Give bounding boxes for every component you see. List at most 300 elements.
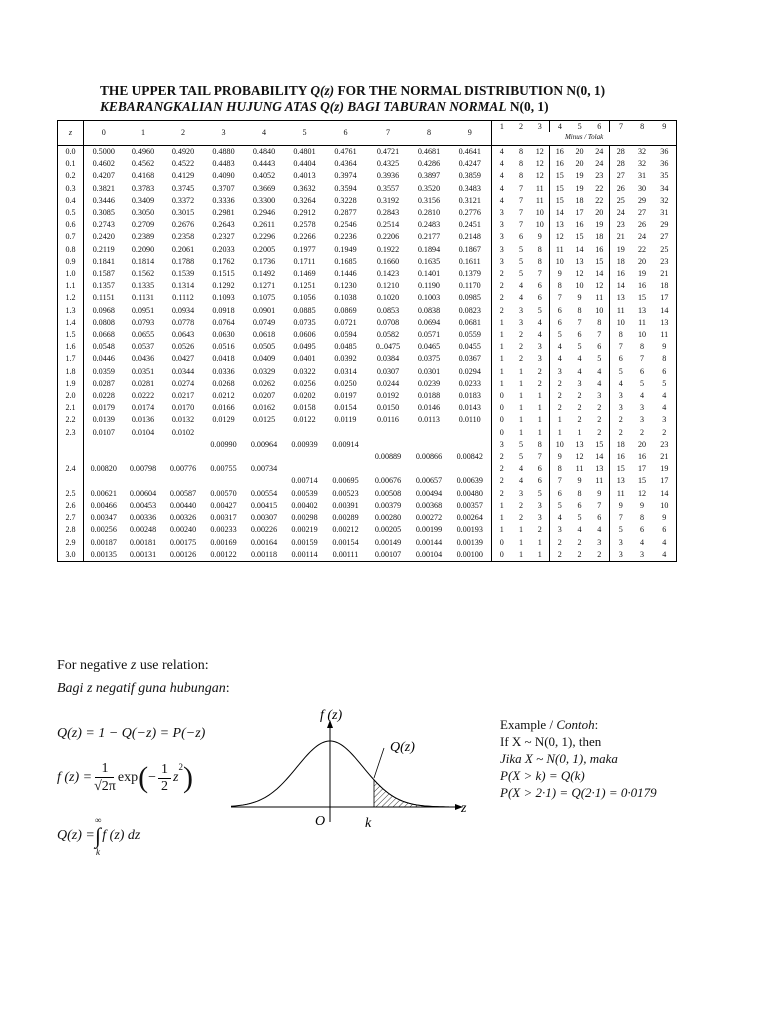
probability-cell: 0.0778: [171, 317, 195, 327]
probability-cell: 0.00939: [291, 439, 318, 449]
probability-cell: 0.0146: [417, 403, 441, 413]
difference-cell: 15: [590, 256, 610, 268]
probability-cell: [285, 451, 325, 463]
difference-cell: 9: [557, 269, 562, 279]
probability-cell: 0.00480: [449, 488, 492, 500]
difference-cell: 32: [660, 195, 669, 205]
difference-cell: 6: [577, 330, 582, 340]
table-row: [58, 378, 677, 390]
table-row: [58, 183, 677, 195]
difference-cell: 2: [518, 342, 524, 352]
probability-cell: [367, 439, 410, 451]
difference-cell: 5: [618, 366, 623, 376]
probability-cell: 0.00219: [291, 525, 318, 535]
digit-header: 1: [124, 121, 163, 146]
difference-cell: 3: [499, 244, 504, 254]
probability-cell: 0.0869: [334, 305, 357, 315]
difference-cell: 15: [555, 183, 564, 193]
difference-cell: 11: [616, 488, 625, 498]
probability-cell: 0.2033: [212, 244, 235, 254]
difference-cell: 7: [518, 220, 524, 230]
difference-cell: 1: [518, 549, 524, 559]
probability-cell: 0.3336: [212, 195, 235, 205]
probability-cell: 0.0823: [449, 305, 492, 317]
probability-cell: 0.4721: [376, 147, 400, 156]
probability-cell: 0.1230: [334, 281, 357, 291]
difference-cell: 24: [637, 232, 647, 242]
probability-cell: 0.00175: [169, 537, 197, 547]
probability-cell: 0.1736: [252, 256, 276, 266]
probability-cell: 0.1056: [293, 293, 316, 303]
probability-cell: 0.1335: [131, 281, 155, 291]
difference-cell: 5: [531, 488, 550, 500]
difference-cell: 1: [557, 427, 562, 437]
difference-cell: 24: [590, 158, 610, 170]
probability-cell: 0.4681: [417, 147, 441, 156]
difference-cell: 2: [518, 354, 524, 364]
probability-cell: 0.00139: [449, 537, 492, 549]
difference-cell: 16: [637, 281, 647, 291]
difference-cell: 6: [577, 500, 582, 510]
difference-cell: 19: [575, 183, 584, 193]
difference-cell: 16: [555, 147, 564, 156]
integral-sign: ∞ ∫ k: [94, 814, 102, 857]
difference-cell: 4: [618, 378, 623, 388]
difference-cell: 4: [639, 391, 645, 401]
difference-cell: 1: [499, 317, 504, 327]
difference-cell: 3: [662, 415, 667, 425]
difference-cell: 4: [518, 293, 524, 303]
z-value-cell: 0.9: [58, 256, 84, 268]
difference-cell: 18: [616, 256, 625, 266]
difference-cell: 7: [518, 183, 524, 193]
difference-cell: 35: [660, 171, 669, 181]
difference-cell: 12: [555, 232, 564, 242]
probability-cell: 0.0110: [449, 414, 492, 426]
probability-cell: [84, 475, 124, 487]
probability-cell: 0.00415: [250, 500, 278, 510]
probability-cell: 0.0594: [334, 330, 357, 340]
probability-cell: 0.0136: [131, 415, 155, 425]
difference-cell: 27: [660, 232, 669, 242]
probability-cell: 0.1539: [171, 269, 195, 279]
difference-cell: 7: [590, 500, 610, 512]
table-row: [58, 280, 677, 292]
difference-cell: 8: [531, 256, 550, 268]
z-value-cell: 2.0: [58, 390, 84, 402]
probability-cell: 0.0122: [293, 415, 316, 425]
difference-cell: 1: [518, 415, 524, 425]
difference-cell: 2: [499, 452, 504, 462]
probability-cell: 0.0901: [252, 305, 276, 315]
difference-cell: 1: [531, 427, 550, 439]
probability-cell: 0.0154: [334, 403, 357, 413]
difference-cell: 2: [518, 513, 524, 523]
probability-cell: 0.0485: [334, 342, 357, 352]
z-value-cell: 2.3: [58, 427, 84, 439]
probability-cell: 0.00357: [449, 500, 492, 512]
difference-cell: 3: [499, 208, 504, 218]
difference-cell: 26: [637, 220, 647, 230]
probability-cell: 0.2676: [171, 220, 195, 230]
difference-cell: 19: [575, 171, 584, 181]
z-value-cell: 1.4: [58, 317, 84, 329]
example-line-4: P(X > 2·1) = Q(2·1) = 0·0179: [500, 785, 657, 800]
probability-cell: 0.00820: [90, 464, 117, 474]
difference-cell: 12: [590, 280, 610, 292]
probability-cell: 0.1762: [212, 256, 235, 266]
difference-cell: 23: [660, 439, 669, 449]
probability-cell: 0.0256: [293, 378, 316, 388]
probability-cell: 0.0446: [92, 354, 115, 364]
difference-cell: 2: [577, 391, 582, 401]
probability-cell: 0.1401: [417, 269, 441, 279]
difference-cell: 8: [531, 439, 550, 451]
difference-cell: 13: [616, 476, 625, 486]
difference-cell: 1: [499, 500, 504, 510]
probability-cell: [244, 427, 285, 439]
probability-cell: 0.2743: [92, 220, 115, 230]
probability-cell: [367, 463, 410, 475]
probability-cell: 0.00964: [250, 439, 278, 449]
difference-cell: 2: [618, 415, 623, 425]
digit-header: 6: [325, 121, 367, 146]
probability-cell: 0.0143: [449, 402, 492, 414]
probability-cell: 0.3050: [131, 208, 155, 218]
probability-cell: 0.1190: [418, 281, 440, 291]
difference-cell: 11: [555, 244, 564, 254]
difference-cell: 5: [518, 452, 524, 462]
probability-cell: 0.1210: [376, 281, 400, 291]
shaded-tail-area: [374, 780, 450, 807]
probability-cell: 0.1271: [252, 281, 276, 291]
difference-cell: 13: [637, 305, 647, 315]
probability-cell: 0.1075: [252, 293, 276, 303]
probability-cell: 0.0764: [212, 317, 235, 327]
digit-header: 0: [84, 121, 124, 146]
probability-cell: 0.2296: [252, 232, 276, 242]
half-fraction: $\frac{1}{2}$: [158, 762, 171, 795]
probability-cell: 0.00336: [129, 513, 157, 523]
difference-cell: 2: [590, 549, 610, 562]
probability-cell: 0.0359: [92, 366, 115, 376]
table-row: [58, 329, 677, 341]
probability-cell: 0.2327: [212, 232, 235, 242]
difference-cell: 1: [577, 427, 582, 437]
difference-cell: 7: [531, 451, 550, 463]
difference-cell: 4: [590, 366, 610, 378]
z-value-cell: 0.2: [58, 170, 84, 182]
title-english-var: Q(z): [310, 83, 335, 98]
probability-cell: 0.3783: [131, 183, 155, 193]
probability-cell: 0.1038: [334, 293, 357, 303]
probability-cell: 0.0351: [131, 366, 155, 376]
difference-cell: 19: [616, 244, 625, 254]
table-title: [100, 83, 700, 115]
difference-cell: 3: [618, 549, 623, 559]
difference-cell: 1: [499, 525, 504, 535]
difference-cell: 3: [590, 390, 610, 402]
difference-cell: 2: [499, 476, 504, 486]
probability-cell: 0.1131: [132, 293, 154, 303]
probability-cell: 0.00193: [449, 524, 492, 536]
difference-cell: 18: [660, 281, 669, 291]
difference-cell: 13: [575, 256, 584, 266]
probability-cell: 0.0262: [252, 378, 276, 388]
q-pointer-line: [374, 748, 384, 778]
probability-cell: 0.00621: [90, 488, 117, 498]
difference-cell: 4: [577, 525, 582, 535]
difference-cell: 1: [499, 330, 504, 340]
probability-cell: 0.0228: [92, 391, 115, 401]
probability-cell: 0.0102: [171, 427, 195, 437]
difference-cell: 4: [518, 281, 524, 291]
probability-cell: 0.0183: [449, 390, 492, 402]
difference-cell: 17: [575, 208, 584, 218]
table-row: [58, 158, 677, 170]
integral-formula: Q(z) = ∞ ∫ k f (z) dz: [57, 814, 141, 857]
probability-cell: 0.00570: [210, 488, 237, 498]
z-value-cell: [58, 475, 84, 487]
difference-cell: 2: [518, 500, 524, 510]
probability-cell: 0.2206: [376, 232, 400, 242]
difference-cell: 3: [557, 525, 562, 535]
difference-cell: 2: [531, 366, 550, 378]
table-row: [58, 341, 677, 353]
probability-cell: 0.0455: [449, 341, 492, 353]
z-value-cell: 1.6: [58, 341, 84, 353]
probability-cell: 0.0516: [212, 342, 235, 352]
difference-cell: 22: [590, 195, 610, 207]
difference-cell: 3: [499, 439, 504, 449]
difference-cell: 6: [531, 475, 550, 487]
difference-cell: 5: [557, 500, 562, 510]
difference-cell: 7: [639, 354, 645, 364]
difference-cell: 8: [518, 159, 524, 169]
probability-cell: 0.00587: [169, 488, 197, 498]
difference-cell: 2: [577, 415, 582, 425]
z-value-cell: 0.3: [58, 183, 84, 195]
probability-cell: 0.1711: [293, 256, 316, 266]
probability-cell: [410, 463, 449, 475]
probability-cell: 0.3192: [376, 195, 400, 205]
difference-cell: 21: [660, 452, 669, 462]
probability-cell: 0.00298: [291, 513, 318, 523]
difference-cell: 12: [575, 269, 584, 279]
digit-header: 9: [449, 121, 492, 146]
probability-cell: 0.1660: [376, 256, 400, 266]
probability-cell: 0.0166: [212, 403, 235, 413]
difference-cell: 4: [499, 171, 504, 181]
difference-cell: 21: [660, 269, 669, 279]
difference-cell: 16: [555, 159, 564, 169]
difference-cell: 15: [616, 464, 625, 474]
probability-cell: 0.0668: [92, 330, 115, 340]
difference-cell: 2: [577, 537, 582, 547]
difference-cell: 30: [637, 183, 647, 193]
difference-cell: 0: [499, 403, 504, 413]
probability-cell: 0.3594: [334, 183, 357, 193]
qz-label: Q(z): [390, 740, 415, 755]
probability-cell: 0.00539: [291, 488, 318, 498]
probability-cell: 0.0125: [252, 415, 276, 425]
difference-cell: 24: [590, 146, 610, 159]
probability-cell: 0.0571: [417, 330, 441, 340]
table-row: [58, 488, 677, 500]
probability-cell: 0.00755: [210, 464, 237, 474]
difference-cell: 20: [575, 147, 584, 156]
probability-cell: 0.2266: [293, 232, 316, 242]
probability-cell: 0.1170: [449, 280, 492, 292]
probability-cell: 0.00657: [415, 476, 443, 486]
difference-cell: 23: [660, 256, 669, 266]
minus-label: Minus / Tolak: [564, 133, 604, 141]
probability-cell: 0.0113: [418, 415, 440, 425]
difference-cell: 4: [499, 183, 504, 193]
probability-cell: 0.4129: [171, 171, 195, 181]
probability-cell: 0.00233: [210, 525, 237, 535]
probability-cell: 0.00240: [169, 525, 197, 535]
probability-cell: 0.0367: [449, 353, 492, 365]
probability-cell: 0.0197: [334, 391, 357, 401]
difference-cell: 2: [590, 427, 610, 439]
difference-cell: 3: [618, 391, 623, 401]
z-value-cell: 1.9: [58, 378, 84, 390]
probability-cell: 0.1357: [92, 281, 115, 291]
probability-cell: 0.0427: [171, 354, 195, 364]
probability-cell: 0.3483: [449, 183, 492, 195]
difference-cell: 7: [557, 293, 562, 303]
probability-cell: 0.00226: [250, 525, 278, 535]
probability-cell: 0.1635: [417, 256, 441, 266]
probability-table: [57, 120, 677, 562]
difference-cell: 1: [518, 525, 524, 535]
probability-cell: 0.4880: [212, 147, 235, 156]
z-value-cell: 1.2: [58, 292, 84, 304]
probability-cell: 0.0344: [171, 366, 195, 376]
difference-cell: 8: [639, 513, 645, 523]
difference-cell: 2: [518, 330, 524, 340]
probability-cell: 0.2061: [171, 244, 195, 254]
probability-cell: 0.00248: [129, 525, 157, 535]
probability-cell: 0.0618: [252, 330, 276, 340]
difference-cell: 5: [518, 256, 524, 266]
difference-cell: 24: [616, 208, 625, 218]
difference-cell: 8: [577, 488, 582, 498]
difference-cell: 3: [518, 488, 524, 498]
probability-cell: 0.0968: [92, 305, 115, 315]
probability-cell: 0.4602: [92, 159, 115, 169]
probability-cell: 0.00144: [415, 537, 443, 547]
z-value-cell: 3.0: [58, 549, 84, 562]
difference-cell: 19: [637, 269, 647, 279]
difference-cell: 8: [618, 330, 623, 340]
probability-cell: 0.00508: [374, 488, 402, 498]
pdf-fraction: $\frac{1}{√2\pi}$: [94, 760, 116, 794]
probability-cell: 0.2389: [131, 232, 155, 242]
z-value-cell: 1.8: [58, 366, 84, 378]
difference-cell: 9: [639, 500, 645, 510]
difference-cell: 8: [518, 171, 524, 181]
probability-cell: 0.0188: [417, 391, 441, 401]
difference-cell: 4: [557, 513, 562, 523]
table-row: [58, 170, 677, 182]
probability-cell: [163, 475, 204, 487]
difference-cell: 3: [518, 317, 524, 327]
z-axis-label: z: [461, 801, 467, 816]
z-value-cell: 1.7: [58, 353, 84, 365]
digit-header: 4: [244, 121, 285, 146]
probability-cell: 0.00205: [374, 525, 402, 535]
probability-cell: 0.0630: [212, 330, 235, 340]
probability-cell: [124, 451, 163, 463]
probability-cell: 0.0116: [377, 415, 399, 425]
difference-cell: 8: [639, 342, 645, 352]
difference-cell: 7: [618, 513, 623, 523]
difference-cell: 13: [660, 317, 669, 327]
probability-cell: 0.2981: [212, 208, 235, 218]
probability-cell: [84, 451, 124, 463]
difference-cell: 1: [531, 549, 550, 562]
table-row: [58, 305, 677, 317]
difference-cell: 14: [616, 281, 625, 291]
difference-cell: 16: [590, 244, 610, 256]
probability-cell: 0.00114: [291, 549, 318, 559]
normal-curve-diagram: [228, 700, 478, 830]
probability-cell: 0.3446: [92, 195, 115, 205]
z-value-cell: 0.6: [58, 219, 84, 231]
difference-digits: 1 2 3 4 5 6 7 8 9: [499, 122, 667, 131]
probability-cell: 0.2420: [92, 232, 115, 242]
probability-cell: 0.00111: [332, 549, 359, 559]
probability-cell: 0.1020: [376, 293, 400, 303]
probability-cell: 0.00866: [415, 452, 443, 462]
difference-cell: 10: [555, 439, 564, 449]
probability-cell: 0.3121: [449, 195, 492, 207]
difference-cell: 13: [575, 439, 584, 449]
probability-cell: 0.0582: [376, 330, 400, 340]
probability-cell: 0.3015: [171, 208, 195, 218]
difference-cell: 6: [557, 317, 562, 327]
probability-cell: 0.2005: [252, 244, 276, 254]
probability-cell: 0.00159: [291, 537, 318, 547]
probability-cell: 0.0526: [171, 342, 195, 352]
difference-cell: 11: [638, 317, 646, 327]
difference-cell: 36: [660, 159, 669, 169]
probability-cell: 0.3821: [92, 183, 115, 193]
probability-cell: 0.00169: [210, 537, 237, 547]
difference-cell: 9: [531, 231, 550, 243]
difference-cell: 34: [660, 183, 669, 193]
probability-cell: [367, 427, 410, 439]
probability-cell: 0.1151: [92, 293, 115, 303]
difference-cell: 11: [660, 330, 669, 340]
difference-cell: 2: [531, 524, 550, 536]
z-value-cell: 1.5: [58, 329, 84, 341]
difference-cell: 1: [499, 366, 504, 376]
probability-cell: 0.0853: [376, 305, 400, 315]
difference-cell: 18: [575, 195, 584, 205]
difference-cell: 27: [637, 208, 647, 218]
difference-cell: 6: [662, 525, 667, 535]
difference-cell: 13: [590, 463, 610, 475]
difference-cell: 3: [639, 415, 645, 425]
probability-cell: 0.0918: [212, 305, 235, 315]
z-value-cell: 1.3: [58, 305, 84, 317]
probability-cell: 0.0162: [252, 403, 276, 413]
difference-cell: 11: [590, 475, 610, 487]
difference-cell: 5: [518, 244, 524, 254]
